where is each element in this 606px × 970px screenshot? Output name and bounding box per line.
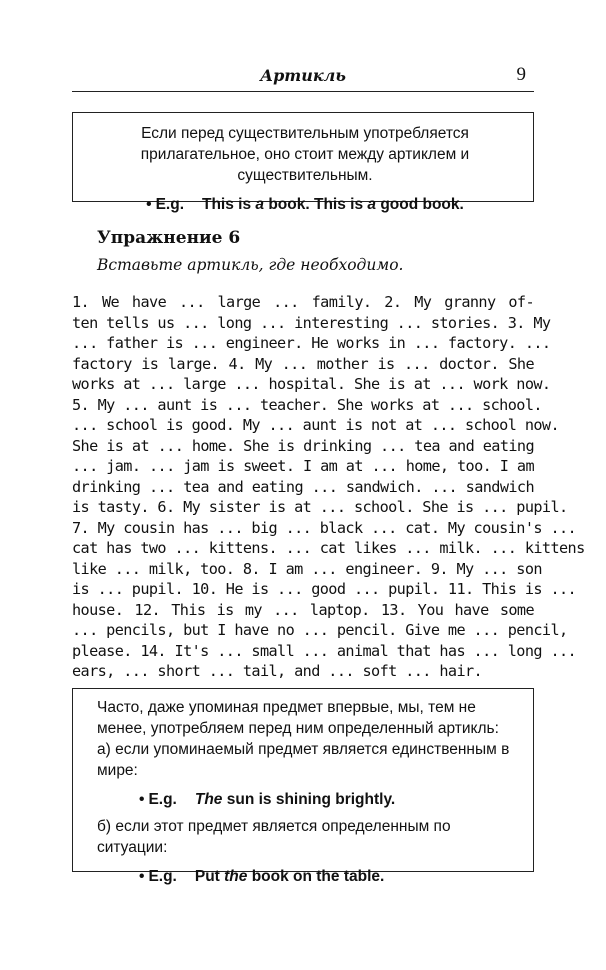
bullet: • — [139, 868, 145, 885]
example-text-1: This is — [202, 196, 256, 213]
rule-box-definite-article — [72, 688, 534, 885]
exercise-line: cat has two ... kittens. ... cat likes ... milk. ... kittens — [72, 539, 585, 557]
example-text-1: Put — [194, 868, 225, 885]
rule-intro: Часто, даже упоминая предмет впервые, мы, тем не менее, употребляем перед ним определенный артикль: — [97, 699, 499, 737]
example-line — [89, 194, 521, 215]
exercise-line: house. 12. This is my ... laptop. 13. You have some — [72, 600, 534, 619]
eg-label: E.g. — [148, 868, 177, 885]
exercise-line: please. 14. It's ... small ... animal that has ... long ... — [72, 641, 577, 660]
bullet: • — [139, 791, 145, 808]
article-the: the — [224, 868, 248, 885]
exercise-line: works at ... large ... hospital. She is at ... work now. — [72, 375, 551, 393]
rule-item-a: а) если упоминаемый предмет является единственным в мире: — [97, 741, 510, 779]
exercise-line: ... father is ... engineer. He works in ... factory. ... — [72, 334, 551, 352]
exercise-text — [72, 292, 585, 682]
example-text: sun is shining brightly. — [222, 791, 396, 808]
page-header — [72, 66, 534, 88]
exercise-line: ... jam. ... jam is sweet. I am at ... home, too. I am — [72, 457, 534, 475]
article-the: The — [194, 791, 223, 808]
example-line-a — [85, 789, 521, 810]
exercise-line: like ... milk, too. 8. I am ... engineer. 9. My ... son — [72, 559, 542, 578]
exercise-line: is tasty. 6. My sister is at ... school. She is ... pupil. — [72, 498, 568, 516]
exercise-line: ears, ... short ... tail, and ... soft ... hair. — [72, 662, 483, 680]
rule-text: Если перед существительным употребляется прилагательное, оно стоит между артиклем и существительным. — [140, 125, 470, 184]
example-text-3: good book. — [376, 196, 464, 213]
page-number: 9 — [516, 64, 526, 85]
exercise-line: 1. We have ... large ... family. 2. My granny of- — [72, 293, 534, 311]
example-text-2: book. This is — [264, 196, 368, 213]
eg-label: E.g. — [155, 196, 184, 213]
exercise-line: She is at ... home. She is drinking ... tea and eating — [72, 436, 534, 455]
eg-label: E.g. — [148, 791, 177, 808]
article-a: a — [255, 196, 265, 213]
article-a: a — [367, 196, 377, 213]
exercise-line: 5. My ... aunt is ... teacher. She works at ... school. — [72, 395, 542, 414]
exercise-line: ... pencils, but I have no ... pencil. Give me ... pencil, — [72, 621, 568, 639]
exercise-line: drinking ... tea and eating ... sandwich. ... sandwich — [72, 477, 534, 496]
exercise-line: ten tells us ... long ... interesting ... stories. 3. My — [72, 313, 551, 332]
bullet: • — [146, 196, 152, 213]
running-title: Артикль — [260, 66, 346, 85]
rule-box-adjective — [72, 112, 534, 213]
example-text-2: book on the table. — [247, 868, 385, 885]
exercise-line: 7. My cousin has ... big ... black ... cat. My cousin's ... — [72, 518, 577, 537]
exercise-line: ... school is good. My ... aunt is not at ... school now. — [72, 416, 559, 434]
exercise-title: Упражнение 6 — [97, 228, 241, 248]
header-divider — [72, 91, 534, 92]
exercise-line: is ... pupil. 10. He is ... good ... pupil. 11. This is ... — [72, 580, 577, 598]
exercise-line: factory is large. 4. My ... mother is ... doctor. She — [72, 354, 534, 373]
exercise-instruction: Вставьте артикль, где необходимо. — [97, 256, 404, 274]
example-line-b — [85, 866, 521, 887]
rule-item-b: б) если этот предмет является определенным по ситуации: — [97, 818, 451, 856]
